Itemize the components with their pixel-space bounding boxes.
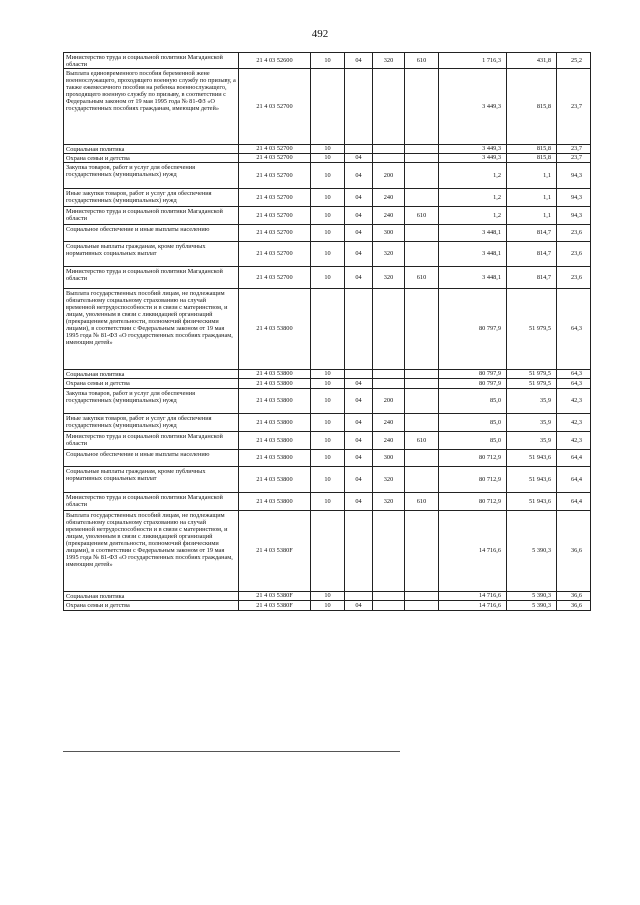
row-admin-code xyxy=(405,379,439,389)
row-plan: 14 716,6 xyxy=(439,601,507,611)
row-subsection: 04 xyxy=(345,493,373,511)
row-expense-type: 300 xyxy=(373,450,405,467)
row-name: Социальная политика xyxy=(64,370,239,379)
row-name: Министерство труда и социальной политики Магаданской области xyxy=(64,493,239,511)
row-admin-code xyxy=(405,414,439,432)
row-subsection: 04 xyxy=(345,189,373,207)
row-section xyxy=(311,289,345,370)
table-row xyxy=(64,379,591,389)
row-code: 21 4 03 53800 xyxy=(239,289,311,370)
row-name: Министерство труда и социальной политики Магаданской области xyxy=(64,207,239,225)
row-name: Иные закупки товаров, работ и услуг для обеспечения государственных (муниципальных) нужд xyxy=(64,189,239,207)
row-section: 10 xyxy=(311,370,345,379)
row-percent: 23,6 xyxy=(557,267,591,289)
row-section: 10 xyxy=(311,225,345,242)
row-fact: 51 979,5 xyxy=(507,379,557,389)
row-fact: 35,9 xyxy=(507,414,557,432)
row-admin-code xyxy=(405,601,439,611)
table-row xyxy=(64,225,591,242)
row-section: 10 xyxy=(311,414,345,432)
row-plan: 80 797,9 xyxy=(439,379,507,389)
table-row xyxy=(64,53,591,69)
row-code: 21 4 03 52700 xyxy=(239,154,311,163)
row-plan: 3 449,3 xyxy=(439,69,507,145)
row-name: Закупка товаров, работ и услуг для обеспечения государственных (муниципальных) нужд xyxy=(64,389,239,414)
row-expense-type: 320 xyxy=(373,53,405,69)
row-expense-type: 320 xyxy=(373,267,405,289)
row-admin-code xyxy=(405,225,439,242)
table-row xyxy=(64,493,591,511)
row-code: 21 4 03 5380F xyxy=(239,601,311,611)
row-section: 10 xyxy=(311,467,345,493)
row-fact: 35,9 xyxy=(507,432,557,450)
row-code: 21 4 03 52600 xyxy=(239,53,311,69)
row-subsection: 04 xyxy=(345,389,373,414)
row-code: 21 4 03 53800 xyxy=(239,389,311,414)
row-fact: 814,7 xyxy=(507,267,557,289)
row-subsection: 04 xyxy=(345,467,373,493)
row-name: Социальные выплаты гражданам, кроме публичных нормативных социальных выплат xyxy=(64,242,239,267)
row-section: 10 xyxy=(311,601,345,611)
row-admin-code xyxy=(405,450,439,467)
row-admin-code xyxy=(405,370,439,379)
table-row xyxy=(64,267,591,289)
table-row xyxy=(64,69,591,145)
row-expense-type xyxy=(373,592,405,601)
row-admin-code xyxy=(405,145,439,154)
row-percent: 23,6 xyxy=(557,225,591,242)
table-row xyxy=(64,389,591,414)
row-expense-type xyxy=(373,69,405,145)
row-plan: 3 449,3 xyxy=(439,145,507,154)
row-plan: 80 712,9 xyxy=(439,493,507,511)
row-name: Охрана семьи и детства xyxy=(64,601,239,611)
row-code: 21 4 03 52700 xyxy=(239,163,311,189)
row-code: 21 4 03 52700 xyxy=(239,145,311,154)
table-row xyxy=(64,432,591,450)
row-plan: 80 712,9 xyxy=(439,467,507,493)
row-subsection xyxy=(345,370,373,379)
row-code: 21 4 03 53800 xyxy=(239,450,311,467)
table-row xyxy=(64,163,591,189)
row-section: 10 xyxy=(311,242,345,267)
row-percent: 94,3 xyxy=(557,207,591,225)
table-row xyxy=(64,207,591,225)
row-plan: 85,0 xyxy=(439,432,507,450)
row-subsection: 04 xyxy=(345,450,373,467)
row-percent: 42,3 xyxy=(557,432,591,450)
table-row xyxy=(64,242,591,267)
row-subsection: 04 xyxy=(345,242,373,267)
row-admin-code xyxy=(405,511,439,592)
row-admin-code xyxy=(405,467,439,493)
row-admin-code: 610 xyxy=(405,267,439,289)
row-percent: 23,7 xyxy=(557,145,591,154)
page-divider xyxy=(63,751,400,752)
row-section xyxy=(311,511,345,592)
row-subsection xyxy=(345,145,373,154)
table-row xyxy=(64,414,591,432)
row-percent: 64,3 xyxy=(557,289,591,370)
row-plan: 85,0 xyxy=(439,414,507,432)
row-fact: 51 943,6 xyxy=(507,493,557,511)
row-percent: 64,3 xyxy=(557,370,591,379)
row-expense-type: 240 xyxy=(373,189,405,207)
row-admin-code xyxy=(405,592,439,601)
row-section: 10 xyxy=(311,267,345,289)
row-section: 10 xyxy=(311,163,345,189)
row-subsection xyxy=(345,592,373,601)
row-admin-code xyxy=(405,389,439,414)
row-section: 10 xyxy=(311,493,345,511)
row-code: 21 4 03 53800 xyxy=(239,493,311,511)
table-row xyxy=(64,450,591,467)
table-row xyxy=(64,189,591,207)
row-name: Иные закупки товаров, работ и услуг для обеспечения государственных (муниципальных) нужд xyxy=(64,414,239,432)
row-name: Социальное обеспечение и иные выплаты населению xyxy=(64,450,239,467)
table-row xyxy=(64,289,591,370)
row-plan: 80 797,9 xyxy=(439,289,507,370)
row-section: 10 xyxy=(311,189,345,207)
row-fact: 5 390,3 xyxy=(507,511,557,592)
row-plan: 14 716,6 xyxy=(439,592,507,601)
row-code: 21 4 03 52700 xyxy=(239,69,311,145)
row-plan: 1,2 xyxy=(439,163,507,189)
row-name: Охрана семьи и детства xyxy=(64,379,239,389)
row-fact: 815,8 xyxy=(507,154,557,163)
row-expense-type xyxy=(373,370,405,379)
row-expense-type: 200 xyxy=(373,389,405,414)
row-expense-type: 320 xyxy=(373,467,405,493)
row-admin-code xyxy=(405,189,439,207)
row-fact: 51 943,6 xyxy=(507,450,557,467)
row-expense-type xyxy=(373,511,405,592)
row-subsection: 04 xyxy=(345,379,373,389)
row-percent: 23,7 xyxy=(557,154,591,163)
row-plan: 80 712,9 xyxy=(439,450,507,467)
row-subsection: 04 xyxy=(345,225,373,242)
row-admin-code xyxy=(405,289,439,370)
row-name: Закупка товаров, работ и услуг для обеспечения государственных (муниципальных) нужд xyxy=(64,163,239,189)
row-code: 21 4 03 52700 xyxy=(239,267,311,289)
row-name: Социальная политика xyxy=(64,145,239,154)
row-subsection: 04 xyxy=(345,267,373,289)
row-percent: 94,3 xyxy=(557,189,591,207)
row-plan: 80 797,9 xyxy=(439,370,507,379)
row-plan: 85,0 xyxy=(439,389,507,414)
row-expense-type: 320 xyxy=(373,242,405,267)
row-admin-code xyxy=(405,242,439,267)
row-admin-code: 610 xyxy=(405,53,439,69)
row-plan: 3 448,1 xyxy=(439,242,507,267)
row-subsection: 04 xyxy=(345,154,373,163)
row-code: 21 4 03 52700 xyxy=(239,225,311,242)
row-expense-type xyxy=(373,154,405,163)
row-subsection: 04 xyxy=(345,163,373,189)
row-percent: 42,3 xyxy=(557,414,591,432)
row-fact: 5 390,3 xyxy=(507,592,557,601)
row-percent: 23,6 xyxy=(557,242,591,267)
row-name: Выплата единовременного пособия беременной жене военнослужащего, проходящего военную службу по призыву, а также ежемесячного пособия на ребенка военнослужащего, проходящего военную службу по призыву, в соответствии с Федеральным законом от 19 мая 1995 года № 81-ФЗ «О государственных пособиях гражданам, имеющим детей» xyxy=(64,69,239,145)
row-percent: 36,6 xyxy=(557,601,591,611)
row-fact: 1,1 xyxy=(507,163,557,189)
row-fact: 51 979,5 xyxy=(507,370,557,379)
row-expense-type xyxy=(373,601,405,611)
row-percent: 36,6 xyxy=(557,511,591,592)
row-subsection: 04 xyxy=(345,53,373,69)
row-subsection: 04 xyxy=(345,414,373,432)
row-expense-type: 200 xyxy=(373,163,405,189)
row-percent: 23,7 xyxy=(557,69,591,145)
row-percent: 64,4 xyxy=(557,493,591,511)
row-name: Министерство труда и социальной политики Магаданской области xyxy=(64,267,239,289)
table-row xyxy=(64,467,591,493)
row-section: 10 xyxy=(311,207,345,225)
row-percent: 64,4 xyxy=(557,450,591,467)
row-section: 10 xyxy=(311,379,345,389)
row-percent: 94,3 xyxy=(557,163,591,189)
row-section: 10 xyxy=(311,432,345,450)
row-subsection xyxy=(345,289,373,370)
row-plan: 3 448,1 xyxy=(439,267,507,289)
row-expense-type: 300 xyxy=(373,225,405,242)
row-subsection xyxy=(345,69,373,145)
row-admin-code xyxy=(405,154,439,163)
row-percent: 36,6 xyxy=(557,592,591,601)
row-section xyxy=(311,69,345,145)
table-row xyxy=(64,154,591,163)
row-subsection: 04 xyxy=(345,207,373,225)
row-section: 10 xyxy=(311,53,345,69)
row-fact: 51 943,6 xyxy=(507,467,557,493)
row-admin-code: 610 xyxy=(405,432,439,450)
row-fact: 815,8 xyxy=(507,69,557,145)
row-percent: 42,3 xyxy=(557,389,591,414)
row-subsection: 04 xyxy=(345,601,373,611)
row-expense-type: 240 xyxy=(373,414,405,432)
row-percent: 64,3 xyxy=(557,379,591,389)
row-expense-type: 240 xyxy=(373,432,405,450)
row-fact: 51 979,5 xyxy=(507,289,557,370)
row-name: Социальная политика xyxy=(64,592,239,601)
row-section: 10 xyxy=(311,450,345,467)
row-section: 10 xyxy=(311,154,345,163)
row-section: 10 xyxy=(311,592,345,601)
row-name: Выплата государственных пособий лицам, не подлежащим обязательному социальному страхованию на случай временной нетрудоспособности и в связи с материнством, и лицам, уволенным в связи с ликвидацией организаций (прекращением деятельности, полномочий физическими лицами), в соответствии с Федеральным законом от 19 мая 1995 года № 81-ФЗ «О государственных пособиях гражданам, имеющим детей» xyxy=(64,289,239,370)
row-percent: 25,2 xyxy=(557,53,591,69)
row-code: 21 4 03 52700 xyxy=(239,242,311,267)
row-expense-type xyxy=(373,145,405,154)
row-fact: 1,1 xyxy=(507,207,557,225)
table-row xyxy=(64,511,591,592)
row-code: 21 4 03 53800 xyxy=(239,432,311,450)
row-code: 21 4 03 52700 xyxy=(239,207,311,225)
row-admin-code: 610 xyxy=(405,493,439,511)
row-code: 21 4 03 52700 xyxy=(239,189,311,207)
row-code: 21 4 03 53800 xyxy=(239,414,311,432)
row-plan: 14 716,6 xyxy=(439,511,507,592)
row-fact: 814,7 xyxy=(507,225,557,242)
row-name: Охрана семьи и детства xyxy=(64,154,239,163)
row-section: 10 xyxy=(311,389,345,414)
row-fact: 814,7 xyxy=(507,242,557,267)
row-expense-type xyxy=(373,379,405,389)
row-fact: 431,8 xyxy=(507,53,557,69)
row-admin-code: 610 xyxy=(405,207,439,225)
row-plan: 3 449,3 xyxy=(439,154,507,163)
row-name: Социальное обеспечение и иные выплаты населению xyxy=(64,225,239,242)
row-plan: 1,2 xyxy=(439,189,507,207)
row-fact: 1,1 xyxy=(507,189,557,207)
table-row xyxy=(64,145,591,154)
row-name: Выплата государственных пособий лицам, не подлежащим обязательному социальному страхованию на случай временной нетрудоспособности и в связи с материнством, и лицам, уволенным в связи с ликвидацией организаций (прекращением деятельности, полномочий физическими лицами), в соответствии с Федеральным законом от 19 мая 1995 года № 81-ФЗ «О государственных пособиях гражданам, имеющим детей» xyxy=(64,511,239,592)
page-number: 492 xyxy=(311,28,329,40)
row-percent: 64,4 xyxy=(557,467,591,493)
budget-table-body xyxy=(64,53,591,611)
row-admin-code xyxy=(405,163,439,189)
row-code: 21 4 03 5380F xyxy=(239,592,311,601)
row-subsection: 04 xyxy=(345,432,373,450)
row-subsection xyxy=(345,511,373,592)
row-code: 21 4 03 53800 xyxy=(239,467,311,493)
row-code: 21 4 03 53800 xyxy=(239,370,311,379)
row-code: 21 4 03 53800 xyxy=(239,379,311,389)
row-fact: 5 390,3 xyxy=(507,601,557,611)
row-name: Социальные выплаты гражданам, кроме публичных нормативных социальных выплат xyxy=(64,467,239,493)
row-expense-type: 240 xyxy=(373,207,405,225)
row-plan: 1 716,3 xyxy=(439,53,507,69)
row-expense-type xyxy=(373,289,405,370)
row-fact: 815,8 xyxy=(507,145,557,154)
row-expense-type: 320 xyxy=(373,493,405,511)
row-admin-code xyxy=(405,69,439,145)
row-plan: 3 448,1 xyxy=(439,225,507,242)
row-fact: 35,9 xyxy=(507,389,557,414)
row-plan: 1,2 xyxy=(439,207,507,225)
row-code: 21 4 03 5380F xyxy=(239,511,311,592)
row-name: Министерство труда и социальной политики Магаданской области xyxy=(64,53,239,69)
row-name: Министерство труда и социальной политики Магаданской области xyxy=(64,432,239,450)
table-row xyxy=(64,601,591,611)
table-row xyxy=(64,592,591,601)
table-row xyxy=(64,370,591,379)
budget-table xyxy=(63,52,591,611)
row-section: 10 xyxy=(311,145,345,154)
